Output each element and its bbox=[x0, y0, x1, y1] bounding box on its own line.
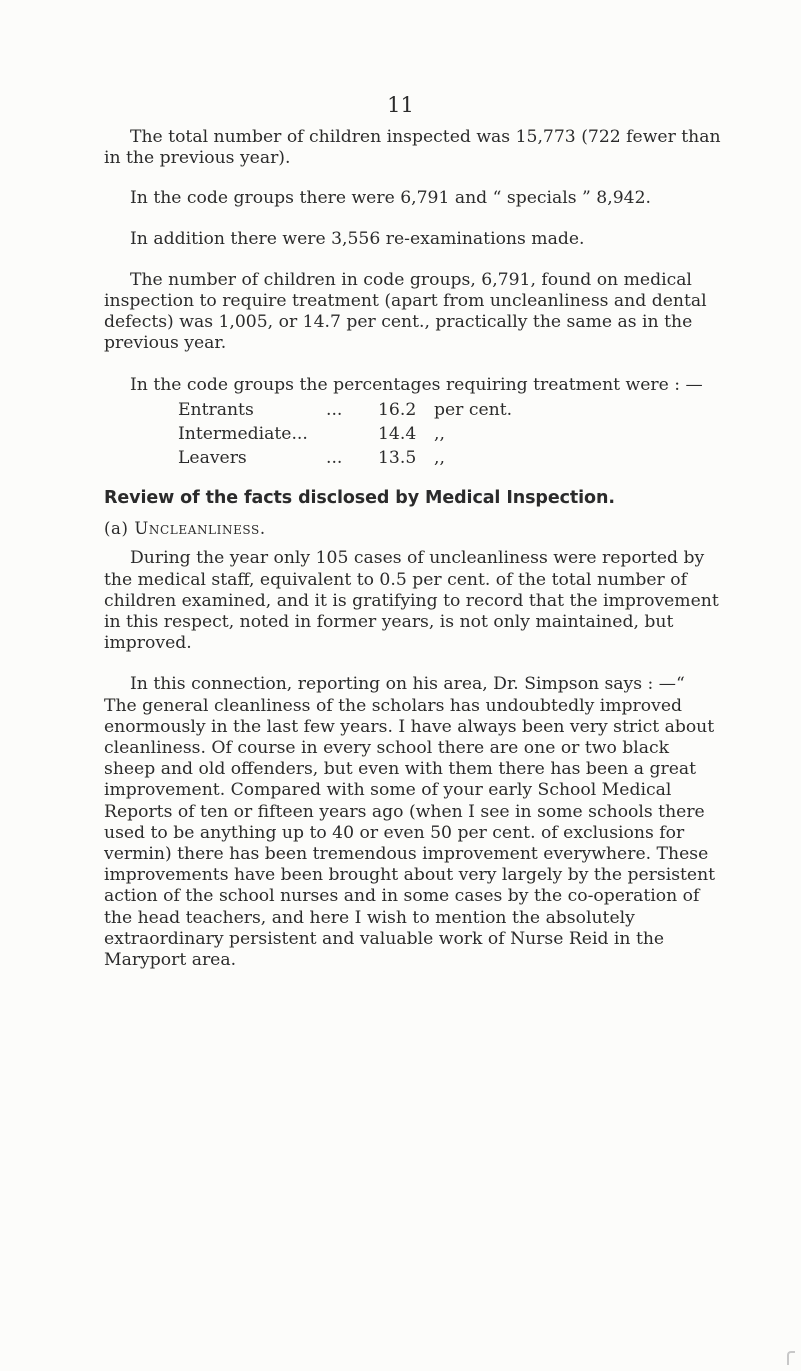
page-content bbox=[104, 127, 722, 971]
percentage-row bbox=[178, 446, 512, 470]
percentage-value: 16.2 bbox=[378, 399, 417, 420]
paragraph-treatment-required: The number of children in code groups, 6,791, found on medical inspection to require treatment (apart from uncleanliness and dental defects) was 1,005, or 14.7 per cent., practically the same as in the previous year. bbox=[104, 269, 707, 354]
percentage-value: 14.4 bbox=[378, 424, 417, 445]
leader-dots bbox=[326, 422, 378, 446]
percentage-row bbox=[178, 422, 512, 446]
percentage-category: Leavers bbox=[178, 448, 247, 469]
page-number: 11 bbox=[387, 93, 414, 117]
paragraph-percentages-intro: In the code groups the percentages requiring treatment were : — bbox=[130, 374, 703, 395]
percentages-table bbox=[178, 398, 512, 471]
paragraph-re-examinations: In addition there were 3,556 re-examinations made. bbox=[130, 228, 585, 249]
leader-dots: ... bbox=[326, 448, 343, 469]
page-corner-mark bbox=[787, 1351, 795, 1365]
leader-dots: ... bbox=[326, 399, 343, 420]
percentage-row bbox=[178, 398, 512, 422]
subsection-title: Uncleanliness. bbox=[134, 519, 266, 539]
percentage-value: 13.5 bbox=[378, 448, 417, 469]
percentage-unit: ,, bbox=[434, 424, 445, 445]
paragraph-uncleanliness-cases: During the year only 105 cases of uncleanliness were reported by the medical staff, equivalent to 0.5 per cent. of the total number of children examined, and it is gratifying to record that the improvement in this respect, noted in former years, is not only maintained, but improved. bbox=[104, 548, 719, 654]
paragraph-code-groups: In the code groups there were 6,791 and “ specials ” 8,942. bbox=[130, 188, 651, 209]
percentage-unit: per cent. bbox=[434, 399, 513, 420]
subsection-heading bbox=[104, 518, 722, 539]
section-heading: Review of the facts disclosed by Medical Inspection. bbox=[104, 488, 615, 509]
subsection-marker: (a) bbox=[104, 519, 129, 539]
paragraph-total-inspected: The total number of children inspected was 15,773 (722 fewer than in the previous year). bbox=[104, 127, 721, 169]
paragraph-simpson-quote: In this connection, reporting on his area, Dr. Simpson says : —“ The general cleanliness of the scholars has undoubtedly improved enormously in the last few years. I have always been very strict about cleanliness. Of course in every school there are one or two black sheep and old offenders, but even with them there has been a great improvement. Compared with some of your early School Medical Reports of ten or fifteen years ago (when I see in some schools there used to be anything up to 40 or even 50 per cent. of exclusions for vermin) there has been tremendous improvement everywhere. These improvements have been brought about very largely by the persistent action of the school nurses and in some cases by the co-operation of the head teachers, and here I wish to mention the absolutely extraordinary persistent and valuable work of Nurse Reid in the Maryport area. bbox=[104, 674, 716, 971]
percentage-category: Intermediate... bbox=[178, 424, 308, 445]
percentage-category: Entrants bbox=[178, 399, 254, 420]
percentage-unit: ,, bbox=[434, 448, 445, 469]
